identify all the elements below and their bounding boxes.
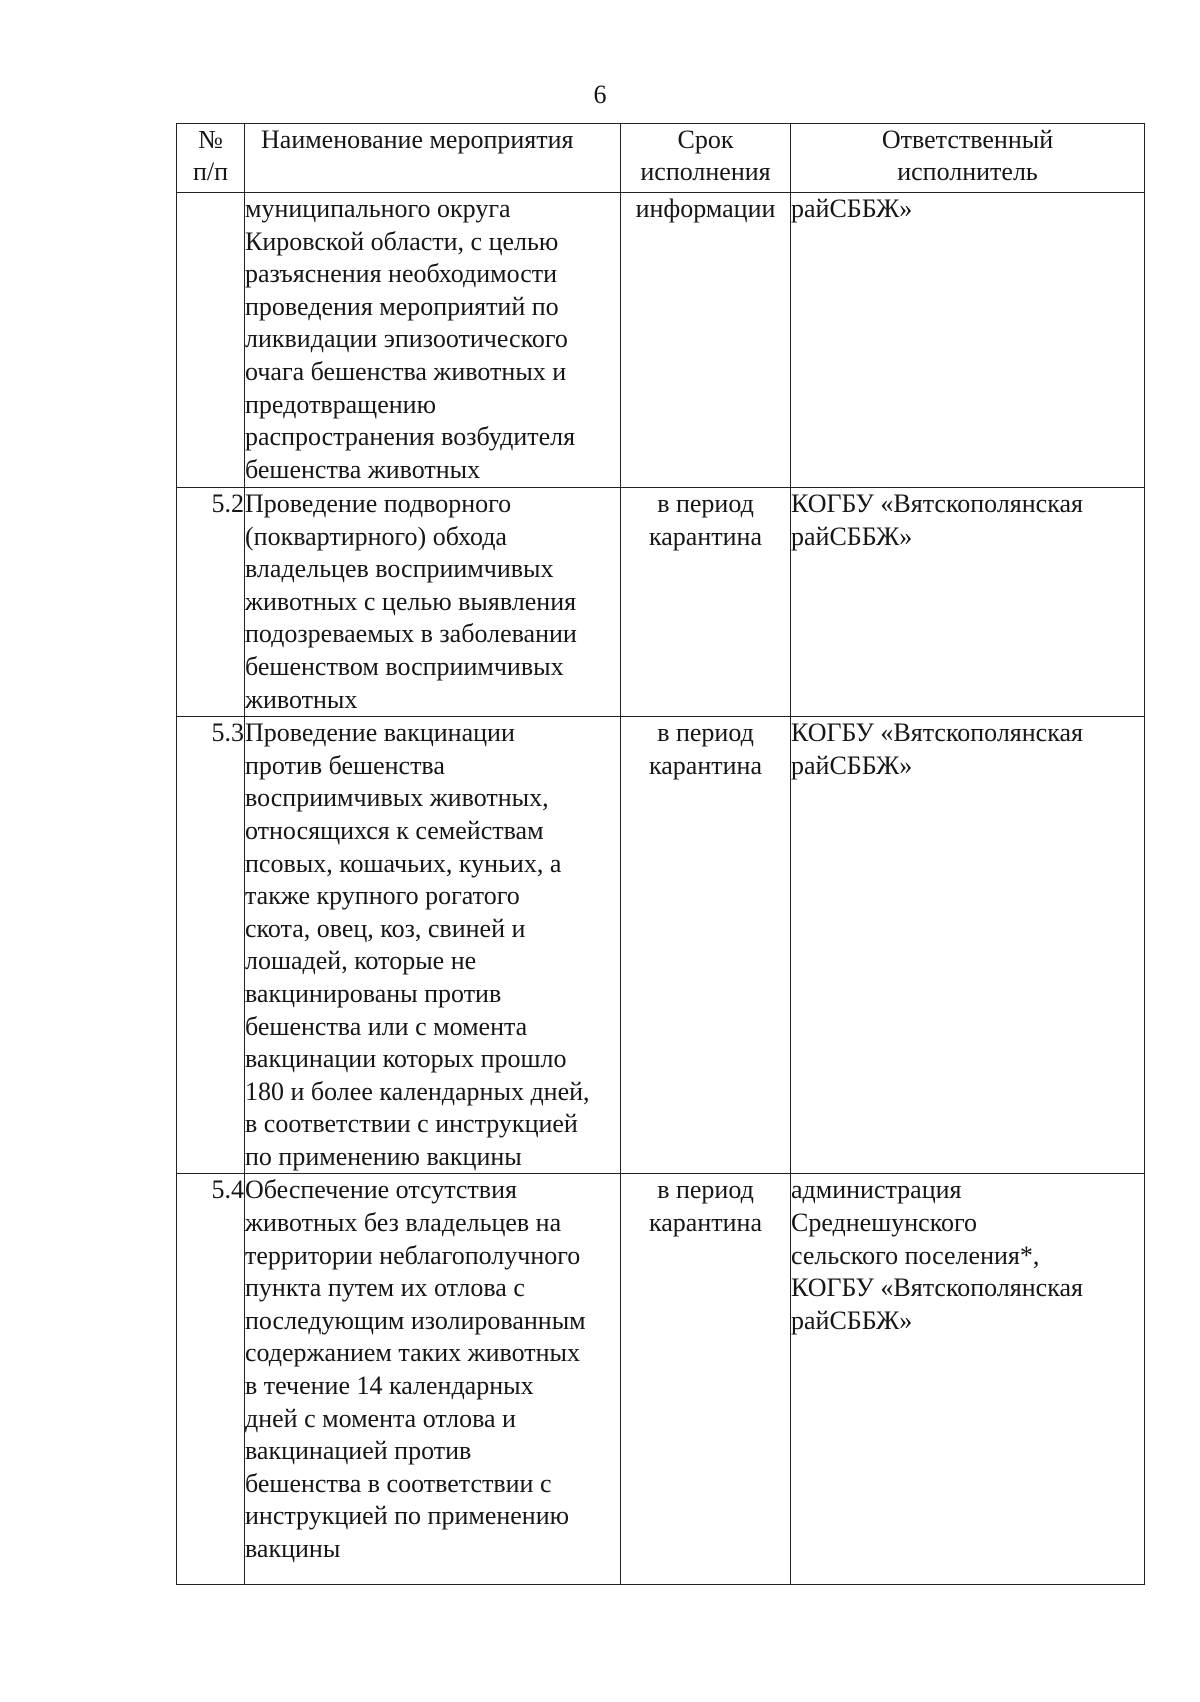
measure-text-line: ликвидации эпизоотического: [245, 324, 568, 354]
cell-num: [177, 488, 245, 717]
measure-text-line: дней с момента отлова и: [245, 1403, 516, 1433]
item-number: 5.3: [211, 718, 244, 748]
term-text-line: в период: [657, 489, 754, 518]
header-name-line: Наименование мероприятия: [261, 125, 574, 154]
responsible-text-line: КОГБУ «Вятскополянская: [791, 718, 1083, 748]
cell-responsible: [791, 1174, 1145, 1585]
measure-text-line: инструкцией по применению: [245, 1501, 570, 1531]
measure-text-line: пункта путем их отлова с: [245, 1273, 525, 1303]
cell-term: [621, 488, 791, 717]
cell-num: [177, 717, 245, 1174]
measure-text-line: скота, овец, коз, свиней и: [245, 913, 526, 943]
measure-text-line: очага бешенства животных и: [245, 356, 567, 386]
measure-text-line: бешенства животных: [245, 454, 481, 484]
term-text-line: информации: [635, 194, 776, 223]
measure-text-line: подозреваемых в заболевании: [245, 619, 577, 649]
table-row: [177, 717, 1145, 1174]
table-row: [177, 1174, 1145, 1585]
measure-text-line: (поквартирного) обхода: [245, 521, 507, 551]
measure-text-line: по применению вакцины: [245, 1141, 522, 1171]
measure-text-line: Проведение подворного: [245, 489, 512, 518]
page-number: 6: [593, 80, 607, 109]
cell-responsible: [791, 193, 1145, 488]
measure-text-line: животных без владельцев на: [245, 1208, 562, 1238]
header-num-line: №: [198, 125, 223, 154]
responsible-text-line: Среднешунского: [791, 1208, 978, 1238]
measure-text-line: псовых, кошачьих, куньих, а: [245, 848, 562, 878]
responsible-text-line: КОГБУ «Вятскополянская: [791, 489, 1083, 518]
responsible-text-line: райСББЖ»: [791, 1305, 913, 1335]
cell-num: [177, 193, 245, 488]
measure-text-line: распространения возбудителя: [245, 422, 576, 452]
measure-text-line: территории неблагополучного: [245, 1240, 581, 1270]
cell-num: [177, 1174, 245, 1585]
measure-text-line: владельцев восприимчивых: [245, 554, 554, 584]
responsible-text-line: администрация: [791, 1175, 962, 1205]
measure-text-line: предотвращению: [245, 389, 436, 419]
term-text-line: в период: [657, 718, 754, 748]
header-responsible-line: исполнитель: [897, 157, 1038, 186]
measure-text-line: вакцинированы против: [245, 978, 502, 1008]
header-row: [177, 124, 1145, 193]
measure-text-line: бешенством восприимчивых: [245, 651, 564, 681]
term-text-line: карантина: [649, 1208, 762, 1238]
measure-text-line: Обеспечение отсутствия: [245, 1175, 517, 1205]
responsible-text-line: сельского поселения*,: [791, 1240, 1040, 1270]
cell-term: [621, 717, 791, 1174]
term-text-line: в период: [657, 1175, 754, 1205]
table-header: [177, 124, 1145, 193]
measure-text-line: Проведение вакцинации: [245, 718, 515, 748]
measure-text-line: муниципального округа: [245, 194, 511, 223]
measure-text-line: содержанием таких животных: [245, 1338, 581, 1368]
header-responsible: [791, 124, 1145, 193]
cell-name: [245, 488, 621, 717]
measure-text-line: восприимчивых животных,: [245, 783, 549, 813]
table-body: [177, 193, 1145, 1585]
responsible-text-line: райСББЖ»: [791, 750, 913, 780]
measure-text-line: против бешенства: [245, 750, 445, 780]
measures-table: [176, 123, 1145, 1585]
measure-text-line: вакцины: [245, 1534, 341, 1563]
header-term-line: исполнения: [640, 157, 771, 186]
item-number: 5.4: [211, 1175, 244, 1205]
header-term-line: Срок: [677, 125, 734, 154]
table-row: [177, 488, 1145, 717]
measure-text-line: животных с целью выявления: [245, 586, 577, 616]
term-text-line: карантина: [649, 521, 762, 551]
responsible-text-line: КОГБУ «Вятскополянская: [791, 1273, 1083, 1303]
cell-name: [245, 717, 621, 1174]
term-text-line: карантина: [649, 750, 762, 780]
cell-term: [621, 193, 791, 488]
measure-text-line: в соответствии с инструкцией: [245, 1109, 578, 1139]
measure-text-line: проведения мероприятий по: [245, 291, 559, 321]
cell-name: [245, 193, 621, 488]
measure-text-line: последующим изолированным: [245, 1305, 586, 1335]
measure-text-line: 180 и более календарных дней,: [245, 1076, 590, 1106]
responsible-text-line: райСББЖ»: [791, 521, 913, 551]
header-num-line: п/п: [192, 157, 229, 186]
measure-text-line: лошадей, которые не: [245, 946, 477, 976]
measure-text-line: бешенства в соответствии с: [245, 1468, 552, 1498]
measure-text-line: разъяснения необходимости: [245, 259, 558, 289]
measure-text-line: животных: [245, 684, 358, 714]
header-responsible-line: Ответственный: [881, 125, 1054, 154]
measure-text-line: бешенства или с момента: [245, 1011, 528, 1041]
measure-text-line: относящихся к семействам: [245, 815, 544, 845]
header-num: [177, 124, 245, 193]
cell-responsible: [791, 717, 1145, 1174]
header-name: [245, 124, 621, 193]
cell-responsible: [791, 488, 1145, 717]
cell-term: [621, 1174, 791, 1585]
cell-name: [245, 1174, 621, 1585]
measure-text-line: также крупного рогатого: [245, 881, 520, 911]
measure-text-line: вакцинацией против: [245, 1436, 472, 1466]
measure-text-line: вакцинации которых прошло: [245, 1044, 567, 1074]
header-term: [621, 124, 791, 193]
measure-text-line: Кировской области, с целью: [245, 226, 559, 256]
table-row: [177, 193, 1145, 488]
item-number: 5.2: [211, 489, 244, 518]
responsible-text-line: райСББЖ»: [791, 194, 913, 223]
measure-text-line: в течение 14 календарных: [245, 1371, 534, 1401]
